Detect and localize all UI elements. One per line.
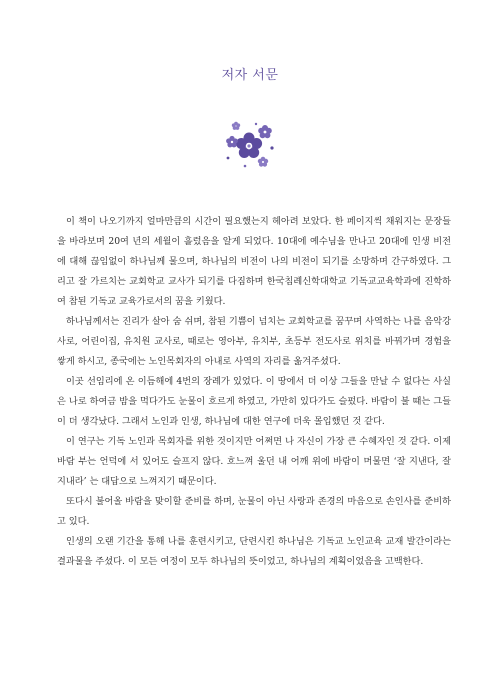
paragraph: 또다시 불어올 바람을 맞이할 준비를 하며, 눈물이 아닌 사랑과 존경의 마음으로 손인사를 준비하고 있다. xyxy=(57,496,451,527)
paragraph: 이 책이 나오기까지 얼마만큼의 시간이 필요했는지 헤아려 보았다. 한 페이지씩 채워지는 문장들을 바라보며 20여 년의 세월이 흘렀음을 알게 되었다. 10대에 예수님을 만나고 20대에 인생 비전에 대해 끊임없이 하나님께 물으며, 하나님의 비전이 나의 비전이 되기를 소망하며 간구하였다. 그리고 잘 가르치는 교회학교 교사가 되기를 다짐하며 한국침례신학대학교 기독교교육학과에 진학하여 참된 기독교 교육가로서의 꿈을 키웠다. xyxy=(57,216,451,307)
paragraph: 인생의 오랜 기간을 통해 나를 훈련시키고, 단련시킨 하나님은 기독교 노인교육 교재 발간이라는 결과물을 주셨다. 이 모든 여정이 모두 하나님의 뜻이었고, 하나님의 계획이었음을 고백한다. xyxy=(57,536,451,567)
page-title: 저자 서문 xyxy=(221,68,279,83)
paragraph: 이곳 선임리에 온 이듬해에 4번의 장례가 있었다. 이 땅에서 더 이상 그들을 만날 수 없다는 사실은 나로 하여금 밤을 먹다가도 눈물이 흐르게 하였고, 가만히 있다가도 슬펐다. 바람이 불 때는 그들이 더 생각났다. 그래서 노인과 인생, 하나님에 대한 연구에 더욱 몰입했던 것 같다. xyxy=(57,376,451,427)
paragraph: 하나님께서는 진리가 살아 숨 쉬며, 참된 기쁨이 넘치는 교회학교를 꿈꾸며 사역하는 나를 음악강사로, 어린이집, 유치원 교사로, 때로는 영아부, 유치부, 초등부 전도사로 위치를 바꿔가며 경험을 쌓게 하시고, 종국에는 노인목회자의 아내로 사역의 자리를 옮겨주셨다. xyxy=(57,316,451,367)
preface-body xyxy=(57,212,451,572)
paragraph: 이 연구는 기독 노인과 목회자를 위한 것이지만 어쩌면 나 자신이 가장 큰 수혜자인 것 같다. 이제 바람 부는 언덕에 서 있어도 슬프지 않다. 흐느껴 울던 내 어깨 위에 바람이 머물면 ‘잘 지낸다, 잘 지내라’ 는 대답으로 느껴지기 때문이다. xyxy=(57,436,451,487)
flower-cluster-icon xyxy=(222,120,278,170)
